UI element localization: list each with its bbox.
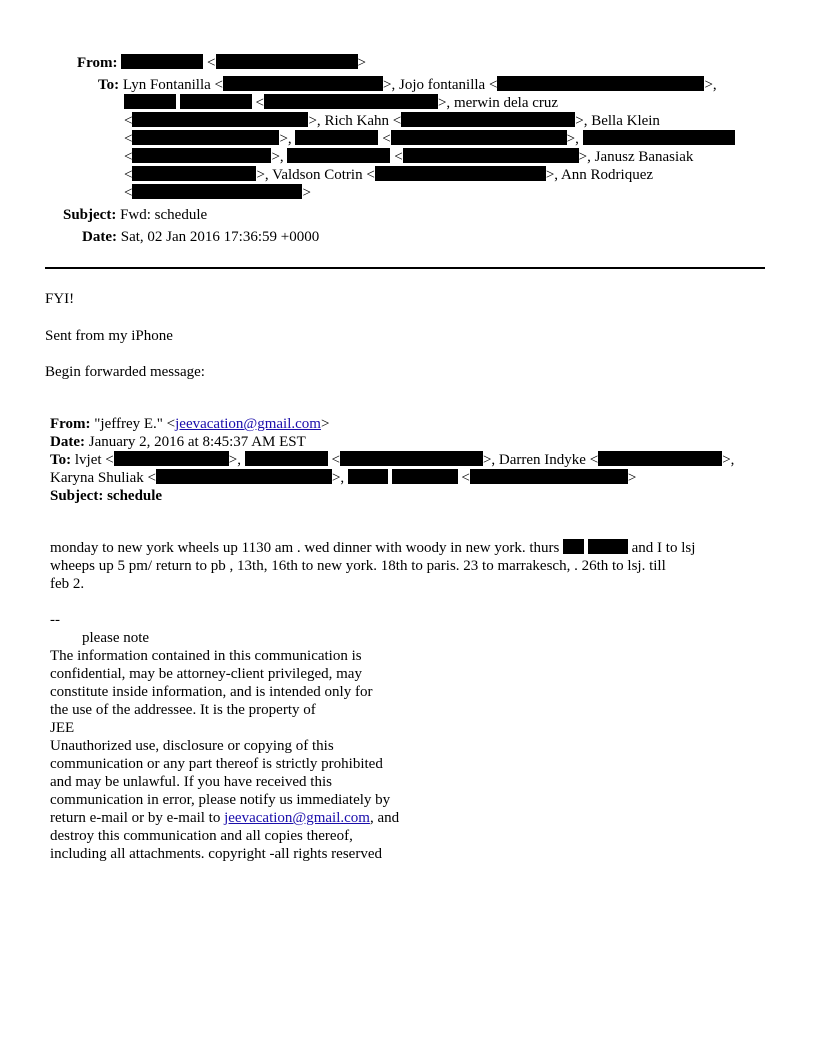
fwd-subject-label: Subject: — [50, 488, 104, 504]
to-row-7: < > — [124, 185, 311, 201]
sent-from-text: Sent from my iPhone — [45, 328, 173, 344]
redaction-block — [132, 130, 279, 145]
fwd-from-name: "jeffrey E." — [94, 416, 163, 432]
redaction-block — [375, 166, 546, 181]
please-note-text: please note — [82, 630, 150, 646]
redaction-block — [264, 94, 438, 109]
disclaimer-line: Unauthorized use, disclosure or copying of this — [50, 738, 334, 754]
redaction-block — [216, 54, 358, 69]
disclaimer-line: constitute inside information, and is intended only for — [50, 684, 373, 700]
disclaimer-line: JEE — [50, 720, 75, 736]
fwd-subject-value: schedule — [107, 488, 163, 504]
redaction-block — [132, 148, 271, 163]
redaction-block — [470, 469, 628, 484]
disclaimer-text: , and — [369, 810, 400, 826]
recipient-name: merwin dela cruz — [453, 95, 559, 111]
recipient-name: Jojo fontanilla — [398, 77, 486, 93]
subject-value: Fwd: schedule — [120, 207, 208, 223]
to-row-5: < >, < >, Janusz Banasiak — [124, 149, 694, 165]
recipient-name: Janusz Banasiak — [594, 149, 694, 165]
date-row — [82, 228, 319, 246]
disclaimer-block — [50, 647, 399, 863]
message-line-2: wheeps up 5 pm/ return to pb , 13th, 16th to new york. 18th to paris. 23 to marrakesch, . 26th to lsj. till — [50, 558, 666, 574]
fwd-to-row-1: To: lvjet < >, < >, Darren Indyke < >, — [50, 452, 735, 468]
redaction-block — [156, 469, 332, 484]
redaction-block — [132, 112, 308, 127]
redaction-block — [588, 539, 628, 554]
fwd-from-label: From: — [50, 416, 91, 432]
disclaimer-line: communication or any part thereof is strictly prohibited — [50, 756, 383, 772]
recipient-name: Darren Indyke — [498, 452, 586, 468]
disclaimer-email-link[interactable]: jeevacation@gmail.com — [224, 810, 370, 826]
redaction-block — [348, 469, 388, 484]
redaction-block — [401, 112, 575, 127]
begin-forwarded-text: Begin forwarded message: — [45, 364, 205, 380]
message-text: monday to new york wheels up 1130 am . wed dinner with woody in new york. thurs — [50, 540, 560, 556]
redaction-block — [132, 184, 302, 199]
disclaimer-line: The information contained in this communication is — [50, 648, 362, 664]
disclaimer-line: confidential, may be attorney-client privileged, may — [50, 666, 362, 682]
redaction-block — [497, 76, 704, 91]
header-divider — [45, 267, 765, 269]
redaction-block — [223, 76, 383, 91]
fyi-text: FYI! — [45, 291, 75, 307]
redaction-block — [287, 148, 390, 163]
recipient-name: lvjet — [74, 452, 102, 468]
redaction-block — [245, 451, 328, 466]
redaction-block — [132, 166, 256, 181]
message-line-1 — [50, 539, 695, 557]
disclaimer-line: including all attachments. copyright -all rights reserved — [50, 846, 382, 862]
signature-separator: -- — [50, 612, 60, 628]
fwd-from-email-link[interactable]: jeevacation@gmail.com — [175, 416, 321, 432]
redaction-block — [295, 130, 378, 145]
fwd-subject-row — [50, 487, 162, 505]
redaction-block — [403, 148, 579, 163]
fwd-to-row-2: Karyna Shuliak < >, < > — [50, 470, 637, 486]
disclaimer-line: and may be unlawful. If you have received this — [50, 774, 332, 790]
disclaimer-line: destroy this communication and all copies thereof, — [50, 828, 353, 844]
disclaimer-text: return e-mail or by e-mail to — [50, 810, 221, 826]
to-row-1: To: Lyn Fontanilla < >, Jojo fontanilla < >, — [98, 77, 717, 93]
recipient-name: Valdson Cotrin — [272, 167, 363, 183]
disclaimer-line — [50, 809, 399, 827]
subject-row — [63, 206, 207, 224]
redaction-block — [180, 94, 252, 109]
from-label: From: — [77, 55, 118, 71]
redaction-block — [598, 451, 722, 466]
fwd-to-label: To: — [50, 452, 72, 468]
disclaimer-line: communication in error, please notify us immediately by — [50, 792, 391, 808]
date-label: Date: — [82, 229, 117, 245]
message-text: and I to lsj — [631, 540, 696, 556]
fwd-date-row — [50, 433, 306, 451]
redaction-block — [124, 94, 176, 109]
recipient-name: Karyna Shuliak — [50, 470, 144, 486]
subject-label: Subject: — [63, 207, 117, 223]
redaction-block — [563, 539, 584, 554]
to-row-2: < >, merwin dela cruz — [124, 94, 558, 112]
to-label: To: — [98, 77, 120, 93]
recipient-name: Lyn Fontanilla — [122, 77, 211, 93]
fwd-date-value: January 2, 2016 at 8:45:37 AM EST — [88, 434, 306, 450]
redaction-block — [340, 451, 483, 466]
redaction-block — [391, 130, 567, 145]
to-row-4: < >, < >, — [124, 130, 735, 148]
to-row-3: < >, Rich Kahn < >, Bella Klein — [124, 113, 660, 129]
message-line-3: feb 2. — [50, 576, 85, 592]
recipient-name: Ann Rodriquez — [560, 167, 654, 183]
recipient-name: Rich Kahn — [324, 113, 390, 129]
redaction-block — [114, 451, 229, 466]
redaction-block — [392, 469, 458, 484]
disclaimer-line: the use of the addressee. It is the property of — [50, 702, 316, 718]
from-row: From: < > — [77, 55, 366, 71]
redaction-block — [121, 54, 203, 69]
to-row-6: < >, Valdson Cotrin < >, Ann Rodriquez — [124, 167, 654, 183]
redaction-block — [583, 130, 735, 145]
fwd-date-label: Date: — [50, 434, 85, 450]
recipient-name: Bella Klein — [591, 113, 660, 129]
date-value: Sat, 02 Jan 2016 17:36:59 +0000 — [120, 229, 320, 245]
fwd-from-row: From: "jeffrey E." <jeevacation@gmail.com> — [50, 416, 330, 432]
